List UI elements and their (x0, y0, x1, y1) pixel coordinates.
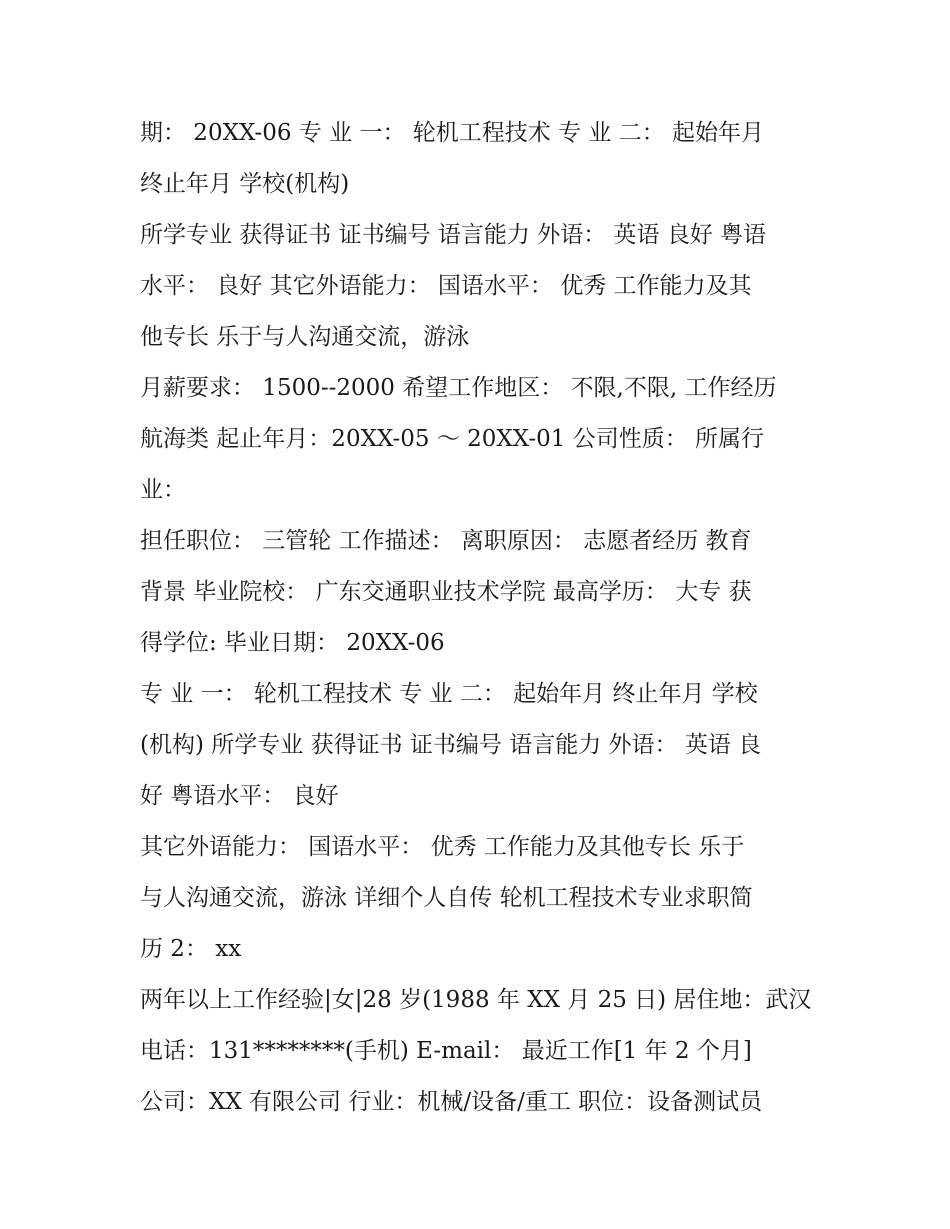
text-line: 期： 20XX-06 专 业 一： 轮机工程技术 专 业 二： 起始年月 (140, 120, 765, 146)
text-line: 月薪要求： 1500--2000 希望工作地区： 不限,不限, 工作经历 (140, 375, 777, 401)
text-line: 电话：131********(手机) E-mail： 最近工作[1 年 2 个月] (140, 1038, 752, 1064)
text-line: 所学专业 获得证书 证书编号 语言能力 外语： 英语 良好 粤语 (140, 222, 767, 248)
text-line: 专 业 一： 轮机工程技术 专 业 二： 起始年月 终止年月 学校 (140, 681, 758, 707)
text-line: 得学位: 毕业日期： 20XX-06 (140, 630, 445, 656)
text-line: 与人沟通交流，游泳 详细个人自传 轮机工程技术专业求职简 (140, 885, 753, 911)
text-line: 终止年月 学校(机构) (140, 171, 350, 197)
text-line: 担任职位： 三管轮 工作描述： 离职原因： 志愿者经历 教育 (140, 528, 752, 554)
text-line: (机构) 所学专业 获得证书 证书编号 语言能力 外语： 英语 良 (140, 732, 762, 758)
text-line: 水平： 良好 其它外语能力： 国语水平： 优秀 工作能力及其 (140, 273, 752, 299)
text-line: 业： (140, 477, 186, 503)
document-body (140, 108, 820, 1128)
text-line: 历 2： xx (140, 936, 242, 962)
text-line: 他专长 乐于与人沟通交流，游泳 (140, 324, 470, 350)
text-line: 公司：XX 有限公司 行业：机械/设备/重工 职位：设备测试员 (140, 1089, 763, 1115)
text-line: 航海类 起止年月：20XX-05 ～ 20XX-01 公司性质： 所属行 (140, 426, 765, 452)
text-line: 好 粤语水平： 良好 (140, 783, 339, 809)
text-line: 两年以上工作经验|女|28 岁(1988 年 XX 月 25 日) 居住地：武汉 (140, 987, 812, 1013)
text-line: 背景 毕业院校： 广东交通职业技术学院 最高学历： 大专 获 (140, 579, 752, 605)
text-line: 其它外语能力： 国语水平： 优秀 工作能力及其他专长 乐于 (140, 834, 745, 860)
